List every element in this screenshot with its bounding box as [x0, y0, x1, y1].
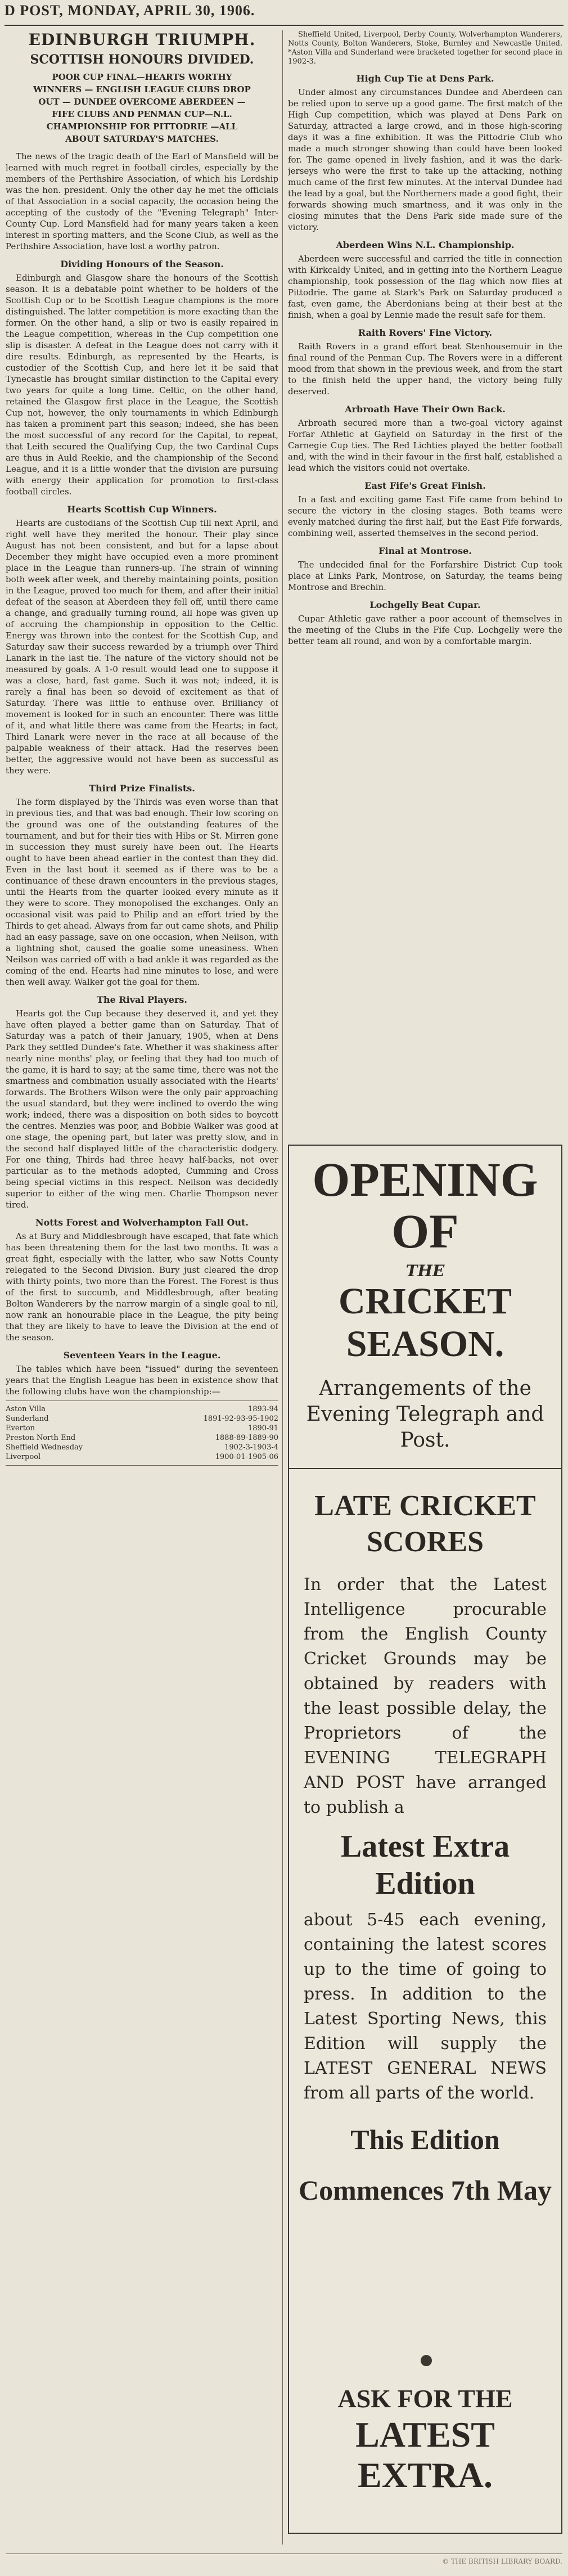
- bullet-dot-icon: [421, 2355, 432, 2366]
- intro-paragraph: The news of the tragic death of the Earl of Mansfield will be learned with much regret in football circles, especially by the members of the Perthshire Association, of which his Lordship was the hon. president. Only the other day he met the officials of that Association in a social capacity, the occasion being the accepting of the custody of the "Evening Telegraph" Inter-County Cup. Lord Mansfield had for many years taken a keen interest in sporting matters, and the Scone Club, as well as the Perthshire Association, have lost a worthy patron.: [6, 151, 278, 251]
- section-heading: Lochgelly Beat Cupar.: [369, 600, 481, 610]
- ad-ask-for: ASK FOR THE: [337, 2384, 513, 2413]
- ad-divider: [289, 1468, 561, 1469]
- section-text: Under almost any circumstances Dundee and Aberdeen can be relied upon to serve up a good game. The first match of the High Cup competition, which was played at Dens Park on Saturday, attracted a large crowd, and in those high-scoring days it was a fine exhibition. It was the Pittodrie Club who made a much stronger showing than could have been looked for. The game opened in lively fashion, and it was the dark-jerseys who were the first to take up the attacking, nothing much came of the first few minutes. At the interval Dundee had the lead by a goal, but the Northerners made a good fight, their forwards showing much smartness, and it was only in the closing minutes that the Dens Park side made sure of the victory.: [288, 87, 562, 232]
- section-text: Hearts are custodians of the Scottish Cup till next April, and right well have they merited the honour. Their play since August has not been consistent, and but for a lapse about December they might have occupied even a more prominent place in the League than runners-up. The strain of winning both week after week, and thereby maintaining points, position in the League, proved too much for them, and after their initial defeat of the season at Aberdeen they fell off, until there came a change, and gradually turning round, all hope was given up of accruing the championship in opposition to the Celtic. Energy was thrown into the contest for the Scottish Cup, and Saturday saw their success rewarded by a triumph over Third Lanark in the last tie. The nature of the victory should not be measured by goals. A 1-0 result would lead one to suppose it was a close, hard, fast game. Such it was not; indeed, it is rarely a final has been so devoid of excitement as that of Saturday. There was little to enthuse over. Brilliancy of movement is looked for in such an encounter. There was little of it, and what little there was came from the Hearts; in fact, Third Lanark were never in the race at all because of the palpable weakness of their attack. Had the reserves been better, the aggressive would not have been as successful as they were.: [6, 518, 278, 776]
- section-heading: Third Prize Finalists.: [89, 783, 195, 794]
- table-row: Sunderland 1891-92-93-95-1902: [6, 1415, 278, 1423]
- deck-caption: POOR CUP FINAL—HEARTS WORTHY WINNERS — ENGLISH LEAGUE CLUBS DROP OUT — DUNDEE OVERCOME ABERDEEN — FIFE CLUBS AND PENMAN CUP—N.L. CHAMPIONSHIP FOR PITTODRIE —ALL ABOUT SATURDAY'S MATCHES.: [33, 72, 251, 144]
- section-heading: The Rival Players.: [97, 994, 187, 1005]
- section-heading: Arbroath Have Their Own Back.: [345, 404, 506, 415]
- section-text: As at Bury and Middlesbrough have escaped, that fate which has been threatening them for the last two months. It was a great fight, especially with the latter, who saw Notts County relegated to the Second Division. Bury just cleared the drop with thirty points, two more than the Forest. The Forest is thus of the first to succumb, and Middlesbrough, after beating Bolton Wanderers by the narrow margin of a single goal to nil, now rank an honourable place in the League, the pity being that they are likely to have to leave the Division at the end of the season.: [6, 1231, 278, 1343]
- right-intro: Sheffield United, Liverpool, Derby County, Wolverhampton Wanderers, Notts County, Bolton Wanderers, Stoke, Burnley and Newcastle United. *Aston Villa and Sunderland were bracketed together for second place in 1902-3.: [288, 30, 562, 66]
- section-heading: High Cup Tie at Dens Park.: [356, 73, 494, 84]
- headline: EDINBURGH TRIUMPH.: [28, 30, 256, 49]
- ad-body-2: about 5-45 each evening, containing the latest scores up to the time of going to press. In addition to the Latest Sporting News, this Edition will supply the LATEST GENERAL NEWS from all parts of the world.: [304, 1910, 547, 2103]
- ad-commences: Commences 7th May: [299, 2174, 552, 2206]
- ad-latest-extra-edition: Latest Extra Edition: [340, 1829, 510, 1901]
- section-heading: Aberdeen Wins N.L. Championship.: [336, 240, 515, 250]
- ad-late-scores: LATE CRICKET SCORES: [314, 1490, 536, 1558]
- ad-opening: OPENING OF: [312, 1152, 538, 1258]
- table-row: Liverpool 1900-01-1905-06: [6, 1453, 278, 1461]
- cricket-advertisement: [288, 1145, 562, 2534]
- table-row: Everton 1890-91: [6, 1424, 278, 1433]
- section-heading: Seventeen Years in the League.: [63, 1350, 221, 1361]
- table-row: Aston Villa 1893-94: [6, 1405, 278, 1413]
- section-text: Aberdeen were successful and carried the title in connection with Kirkcaldy United, and in getting into the Northern League championship, took possession of the flag which now flies at Pittodrie. The game at Stark's Park on Saturday produced a fast, even game, the Aberdonians being at their best at the finish, when a goal by Lennie made the result safe for them.: [288, 254, 562, 320]
- champions-table: [6, 1400, 278, 1466]
- ad-arrangements: Arrangements of the Evening Telegraph and Post.: [306, 1377, 544, 1452]
- ad-season: CRICKET SEASON.: [338, 1281, 512, 1364]
- section-text: In a fast and exciting game East Fife came from behind to secure the victory in the closing stages. Both teams were evenly matched during the first half, but the East Fife forwards, combining well, asserted themselves in the second period.: [288, 494, 562, 538]
- ad-latest-extra: LATEST EXTRA.: [355, 2415, 495, 2495]
- ad-body: In order that the Latest Intelligence procurable from the English County Cricket Grounds may be obtained by readers with the least possible delay, the Proprietors of the EVENING TELEGRAPH AND POST have arranged to publish a: [304, 1575, 547, 1817]
- ad-the: THE: [405, 1262, 445, 1280]
- section-text: Arbroath secured more than a two-goal victory against Forfar Athletic at Gayfield on Saturday in the first of the Carnegie Cup ties. The Red Lichties played the better football and, with the wind in their favour in the first half, established a lead which the visitors could not overtake.: [288, 418, 562, 473]
- left-column: [6, 30, 278, 2545]
- table-row: Preston North End 1888-89-1889-90: [6, 1434, 278, 1442]
- section-heading: East Fife's Great Finish.: [364, 480, 486, 491]
- footer-credit: © THE BRITISH LIBRARY BOARD.: [6, 2554, 562, 2570]
- ad-this-edition: This Edition: [350, 2124, 500, 2155]
- table-row: Sheffield Wednesday 1902-3-1903-4: [6, 1443, 278, 1452]
- section-heading: Hearts Scottish Cup Winners.: [67, 504, 217, 515]
- section-text: Cupar Athletic gave rather a poor account of themselves in the meeting of the Clubs in the Fife Cup. Lochgelly were the better team all round, and won by a comfortable margin.: [288, 614, 562, 646]
- section-text: Edinburgh and Glasgow share the honours of the Scottish season. It is a debatable point whether to be holders of the Scottish Cup or to be Scottish League champions is the more distinguished. The latter competition is more exacting than the former. On the other hand, a slip or two is easily repaired in the League competition, whereas in the Cup competition one slip is disaster. A defeat in the League does not carry with it dire results. Edinburgh, as represented by the Hearts, is custodier of the Scottish Cup, and here let it be said that Tynecastle has brought similar distinction to the Capital every two years for quite a long time. Celtic, on the other hand, retained the Glasgow first place in the League, the Scottish Cup not, however, the only tournaments in which Edinburgh has taken a prominent part this season; indeed, she has been the most successful of any record for the Capital, to repeat, that Leith secured the Qualifying Cup, the two Cardinal Cups are thus in Auld Reekie, and the championship of the Second League, and it is a little wonder that the division are pursuing with energy their application for promotion to first-class football circles.: [6, 273, 278, 497]
- right-column: [288, 30, 562, 1136]
- section-heading: Raith Rovers' Fine Victory.: [358, 327, 493, 338]
- section-heading: Final at Montrose.: [378, 546, 472, 556]
- column-rule: [282, 30, 283, 2545]
- masthead: D POST, MONDAY, APRIL 30, 1906.: [4, 2, 564, 26]
- section-text: The undecided final for the Forfarshire District Cup took place at Links Park, Montrose, on Saturday, the teams being Montrose and Brechin.: [288, 560, 562, 592]
- section-text: Raith Rovers in a grand effort beat Stenhousemuir in the final round of the Penman Cup. The Rovers were in a different mood from that shown in the previous week, and from the start to the finish held the upper hand, the victory being fully deserved.: [288, 341, 562, 397]
- subheadline: SCOTTISH HONOURS DIVIDED.: [30, 52, 254, 67]
- section-text: Hearts got the Cup because they deserved it, and yet they have often played a better game than on Saturday. That of Saturday was a patch of their January, 1905, when at Dens Park they settled Dundee's fate. Whether it was shakiness after nearly nine months' play, or feeling that they had too much of the game, it is hard to say; at the same time, there was not the smartness and combination usually associated with the Hearts' forwards. The Brothers Wilson were the only pair approaching the usual standard, but they were inclined to overdo the wing work; indeed, there was a disposition on both sides to boycott the centres. Menzies was poor, and Bobbie Walker was good at one stage, the opening part, but later was pretty slow, and in the second half displayed little of the characteristic dodgery. For one thing, Thirds had three heavy half-backs, not over particular as to the methods adopted, Cumming and Cross being special victims in this respect. Neilson was decidedly superior to either of the wing men. Charlie Thompson never tired.: [6, 1008, 278, 1210]
- section-text: The form displayed by the Thirds was even worse than that in previous ties, and that was bad enough. Their low scoring on the ground was one of the outstanding features of the tournament, and but for their ties with Hibs or St. Mirren gone in succession they must surely have been out. The Hearts ought to have been ahead earlier in the contest than they did. Even in the last bout it seemed as if there was to be a continuance of these drawn encounters in the previous stages, until the Hearts from the quarter looked every minute as if they were to score. They monopolised the exchanges. Only an occasional visit was paid to Philip and an effort tried by the Thirds to get ahead. Always from far out came shots, and Philip had an easy passage, save on one occasion, when Neilson, with a lightning shot, caused the goalie some uneasiness. When Neilson was carried off with a bad ankle it was regarded as the coming of the end. Hearts had nine minutes to lose, and were then well away. Walker got the goal for them.: [6, 797, 278, 987]
- section-text: The tables which have been "issued" during the seventeen years that the English League has been in existence show that the following clubs have won the championship:—: [6, 1364, 278, 1397]
- section-heading: Notts Forest and Wolverhampton Fall Out.: [35, 1217, 249, 1228]
- section-heading: Dividing Honours of the Season.: [60, 259, 224, 269]
